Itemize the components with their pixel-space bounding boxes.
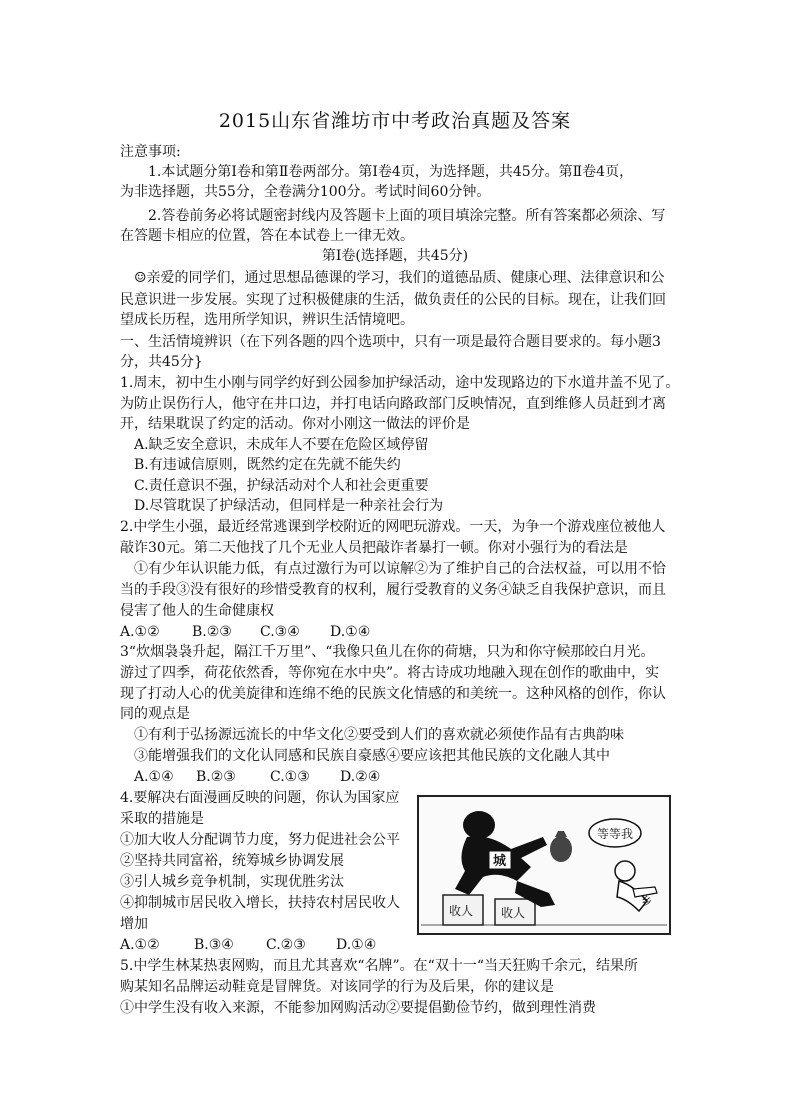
q3-stem-line1: 3“炊烟袅袅升起，隔江千万里”、“我像只鱼儿在你的荷塘，只为和你守候那皎白月光。 <box>120 644 655 660</box>
rural-label: 乡 <box>641 895 652 908</box>
q3-options <box>134 767 380 787</box>
income-label-2: 收人 <box>501 906 526 920</box>
q4-statement-4-line2: 增加 <box>120 916 148 932</box>
q4-statement-3: ③引人城乡竞争机制，实现优胜劣汰 <box>120 874 344 890</box>
q1-option-d: D.尽管耽误了护绿活动，但同样是一种亲社会行为 <box>134 498 444 514</box>
q2-statement-line2: 当的手段③没有很好的珍惜受教育的权利，履行受教育的义务④缺乏自我保护意识，而且 <box>120 582 666 598</box>
rural-figure-head <box>615 861 635 881</box>
q2-stem-line2: 敲诈30元。第二天他找了几个无业人员把敲诈者暴打一顿。你对小强行为的看法是 <box>120 540 628 556</box>
q2-option-c: C.③④ <box>260 624 300 640</box>
q3-option-c: C.①③ <box>270 769 310 785</box>
section-heading-line1: 一、生活情境辨识（在下列各题的四个选项中，只有一项是最符合题目要求的。每小题3 <box>120 334 661 350</box>
q2-stem-line1: 2.中学生小强，最近经常逃课到学校附近的网吧玩游戏。一天，为争一个游戏座位被他人 <box>120 519 666 535</box>
q5-statement-line1: ①中学生没有收入来源，不能参加网购活动②要提倡勤俭节约，做到理性消费 <box>120 1000 596 1016</box>
q4-stem-line2: 采取的措施是 <box>120 811 204 827</box>
city-figure-arm <box>511 837 547 859</box>
intro-line2: 民意识进一步发展。实现了过积极健康的生活，做负责任的公民的目标。现在，让我们回 <box>120 292 666 308</box>
part1-heading: 第Ⅰ卷(选择题，共45分) <box>321 248 469 264</box>
q2-option-b: B.②③ <box>192 624 232 640</box>
notice-heading: 注意事项: <box>120 144 181 160</box>
notice-item2-line1: 2.答卷前务必将试题密封线内及答题卡上面的项目填涂完整。所有答案都必须涂、写 <box>148 208 666 224</box>
wait-label: 等等我 <box>597 827 634 841</box>
q1-stem-line3: 开，结果耽误了约定的活动。你对小刚这一做法的评价是 <box>120 416 470 432</box>
q1-stem-line2: 为防止误伤行人，他守在井口边，并打电话向路政部门反映情况，直到维修人员赶到才离 <box>120 396 666 412</box>
q3-stem-line3: 现了打动人心的优美旋律和连绵不绝的民族文化情感的和美统一。这种风格的创作，你认 <box>120 686 666 702</box>
notice-item1-line1: 1.本试题分第Ⅰ卷和第Ⅱ卷两部分。第Ⅰ卷4页，为选择题，共45分。第Ⅱ卷4页， <box>148 164 634 180</box>
cartoon-illustration <box>417 795 671 935</box>
q4-option-d: D.①④ <box>336 937 377 953</box>
notice-item1-line2: 为非选择题，共55分，全卷满分100分。考试时间60分钟。 <box>120 184 491 200</box>
money-bag-top <box>555 831 567 837</box>
q4-statement-1: ①加大收人分配调节力度，努力促进社会公平 <box>120 832 400 848</box>
q3-stem-line4: 同的观点是 <box>120 706 190 722</box>
city-label: 城 <box>493 854 507 869</box>
q3-statement-line1: ①有利于弘扬源远流长的中华文化②要受到人们的喜欢就必须使作品有古典韵味 <box>134 727 624 743</box>
q4-statement-4-line1: ④抑制城市居民收入增长，扶持农村居民收人 <box>120 895 400 911</box>
q3-option-a: A.①④ <box>134 769 174 785</box>
q3-option-d: D.②④ <box>340 769 381 785</box>
q4-stem-line1: 4.要解决右面漫画反映的问题，你认为国家应 <box>120 790 400 806</box>
income-label-1: 收人 <box>449 904 474 918</box>
intro-line1: ☺亲爱的同学们，通过思想品德课的学习，我们的道德品质、健康心理、法律意识和公 <box>134 270 665 286</box>
q4-option-a: A.①② <box>120 937 160 953</box>
notice-item2-line2: 在答题卡相应的位置，答在本试卷上一律无效。 <box>120 228 414 244</box>
q3-stem-line2: 游过了四季，荷花依然香，等你宛在水中央”。将古诗成功地融入现在创作的歌曲中，实 <box>120 665 660 681</box>
q1-option-a: A.缺乏安全意识，未成年人不要在危险区域停留 <box>134 437 429 453</box>
q3-statement-line2: ③能增强我们的文化认同感和民族自豪感④要应该把其他民族的文化融人其中 <box>134 748 610 764</box>
q5-stem-line1: 5.中学生林某热衷网购，而且尤其喜欢“名牌”。在“双十一“当天狂购千余元，结果所 <box>120 958 638 974</box>
q1-option-c: C.责任意识不强，护绿活动对个人和社会更重要 <box>134 478 429 494</box>
q4-options <box>120 935 376 955</box>
cartoon-drawing <box>419 797 669 933</box>
q4-option-c: C.②③ <box>266 937 306 953</box>
q1-option-b: B.有违诚信原则，既然约定在先就不能失约 <box>134 457 401 473</box>
intro-line3: 望成长历程，选用所学知识，辨识生活情境吧。 <box>120 312 414 328</box>
q3-option-b: B.②③ <box>196 769 236 785</box>
q2-statement-line1: ①有少年认识能力低，有点过激行为可以谅解②为了维护自己的合法权益，可以用不恰 <box>134 561 666 577</box>
q1-stem-line1: 1.周末，初中生小刚与同学约好到公园参加护绿活动，途中发现路边的下水道井盖不见了。 <box>120 375 680 391</box>
q4-option-b: B.③④ <box>194 937 234 953</box>
q4-statement-2: ②坚持共同富裕，统筹城乡协调发展 <box>120 853 344 869</box>
q2-option-a: A.①② <box>120 624 160 640</box>
city-figure-head <box>463 811 495 839</box>
page-title: 2015山东省潍坊市中考政治真题及答案 <box>218 110 572 132</box>
q2-option-d: D.①④ <box>330 624 371 640</box>
q2-statement-line3: 侵害了他人的生命健康权 <box>120 603 274 619</box>
q5-stem-line2: 购某知名品牌运动鞋竟是冒牌货。对该同学的行为及后果，你的建议是 <box>120 979 554 995</box>
section-heading-line2: 分，共45分} <box>120 354 203 370</box>
q2-options <box>120 622 370 642</box>
money-bag <box>550 836 572 862</box>
